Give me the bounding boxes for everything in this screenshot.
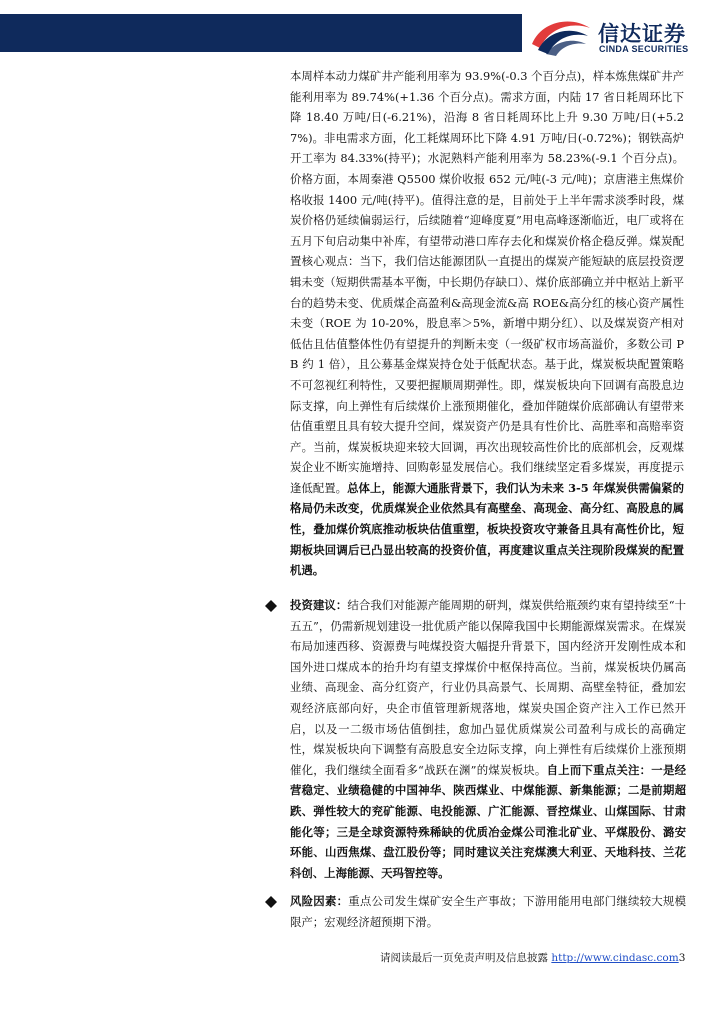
risk-factors-text: 重点公司发生煤矿安全生产事故；下游用能用电部门继续较大规模限产；宏观经济超预期下滑。	[290, 894, 686, 929]
investment-advice-section	[290, 595, 686, 883]
logo-chinese-name: 信达证券	[598, 22, 686, 46]
cinda-swoosh-logo-icon	[528, 14, 594, 58]
logo-english-name: CINDA SECURITIES	[599, 44, 689, 54]
footer-disclaimer: 请阅读最后一页免责声明及信息披露	[380, 952, 548, 964]
cinda-logo	[528, 14, 718, 58]
investment-advice-label: 投资建议：	[290, 598, 348, 612]
main-paragraph-text: 本周样本动力煤矿井产能利用率为 93.9%(-0.3 个百分点)，样本炼焦煤矿井产能利用率为 89.74%(+1.36 个百分点)。需求方面，内陆 17 省日耗周环比下降 18.40 万吨/日(-6.21%)，沿海 8 省日耗周环比上升 9.30 万吨/日(+5.27%)。非电需求方面，化工耗煤周环比下降 4.91 万吨/日(-0.72%)；钢铁高炉开工率为 84.33%(持平)；水泥熟料产能利用率为 58.23%(-9.1 个百分点)。价格方面，本周秦港 Q5500 煤价收报 652 元/吨(-3 元/吨)；京唐港主焦煤价格收报 1400 元/吨(持平)。值得注意的是，目前处于上半年需求淡季时段，煤炭价格仍延续偏弱运行，后续随着“迎峰度夏”用电高峰逐渐临近，电厂或将在五月下旬启动集中补库，有望带动港口库存去化和煤炭价格企稳反弹。煤炭配置核心观点：当下，我们信达能源团队一直提出的煤炭产能短缺的底层投资逻辑未变（短期供需基本平衡，中长期仍存缺口）、煤价底部确立并中枢站上新平台的趋势未变、优质煤企高盈利&高现金流&高 ROE&高分红的核心资产属性未变（ROE 为 10-20%，股息率＞5%，新增中期分红）、以及煤炭资产相对低估且估值整体性仍有望提升的判断未变（一级矿权市场高溢价，多数公司 PB 约 1 倍），且公募基金煤炭持仓处于低配状态。基于此，煤炭板块配置策略不可忽视红利特性，又要把握顺周期弹性。即，煤炭板块向下回调有高股息边际支撑，向上弹性有后续煤价上涨预期催化，叠加伴随煤价底部确认有望带来估值重塑且具有较大提升空间，煤炭资产仍是具有性价比、高胜率和高赔率资产。当前，煤炭板块迎来较大回调，再次出现较高性价比的底部机会，反观煤炭企业不断实施增持、回购彰显发展信心。我们继续坚定看多煤炭，再度提示逢低配置。	[290, 69, 684, 495]
page-number: 3	[678, 952, 686, 964]
main-paragraph	[290, 66, 684, 581]
page-header	[0, 0, 724, 62]
page-footer	[380, 950, 724, 965]
investment-advice-picks: 自上而下重点关注：一是经营稳定、业绩稳健的中国神华、陕西煤业、中煤能源、新集能源；二是前期超跌、弹性较大的兖矿能源、电投能源、广汇能源、晋控煤业、山煤国际、甘肃能化等；三是全球资源特殊稀缺的优质冶金煤公司淮北矿业、平煤股份、潞安环能、山西焦煤、盘江股份等；同时建议关注兖煤澳大利亚、天地科技、兰花科创、上海能源、天玛智控等。	[290, 762, 686, 880]
main-paragraph-conclusion: 总体上，能源大通胀背景下，我们认为未来 3-5 年煤炭供需偏紧的格局仍未改变，优质煤炭企业依然具有高壁垒、高现金、高分红、高股息的属性，叠加煤价筑底推动板块估值重塑，板块投资攻守兼备且具有高性价比，短期板块回调后已凸显出较高的投资价值，再度建议重点关注现阶段煤炭的配置机遇。	[290, 480, 684, 578]
investment-advice-text: 结合我们对能源产能周期的研判，煤炭供给瓶颈约束有望持续至“十五五”，仍需新规划建设一批优质产能以保障我国中长期能源煤炭需求。在煤炭布局加速西移、资源费与吨煤投资大幅提升背景下，国内经济开发刚性成本和国外进口煤成本的抬升均有望支撑煤价中枢保持高位。当前，煤炭板块仍属高业绩、高现金、高分红资产，行业仍具高景气、长周期、高壁垒特征，叠加宏观经济底部向好，央企市值管理新规落地，煤炭央国企资产注入工作已然开启，以及一二级市场估值倒挂，愈加凸显优质煤炭公司盈利与成长的高确定性，煤炭板块向下调整有高股息安全边际支撑，向上弹性有后续煤价上涨预期催化，我们继续全面看多“战跃在渊”的煤炭板块。	[290, 598, 686, 777]
diamond-bullet-icon	[265, 896, 277, 908]
header-color-band	[0, 14, 522, 52]
risk-factors-section	[290, 891, 686, 932]
risk-factors-label: 风险因素：	[290, 894, 349, 908]
footer-website-link[interactable]: http://www.cindasc.com	[551, 952, 679, 964]
diamond-bullet-icon	[265, 600, 277, 612]
